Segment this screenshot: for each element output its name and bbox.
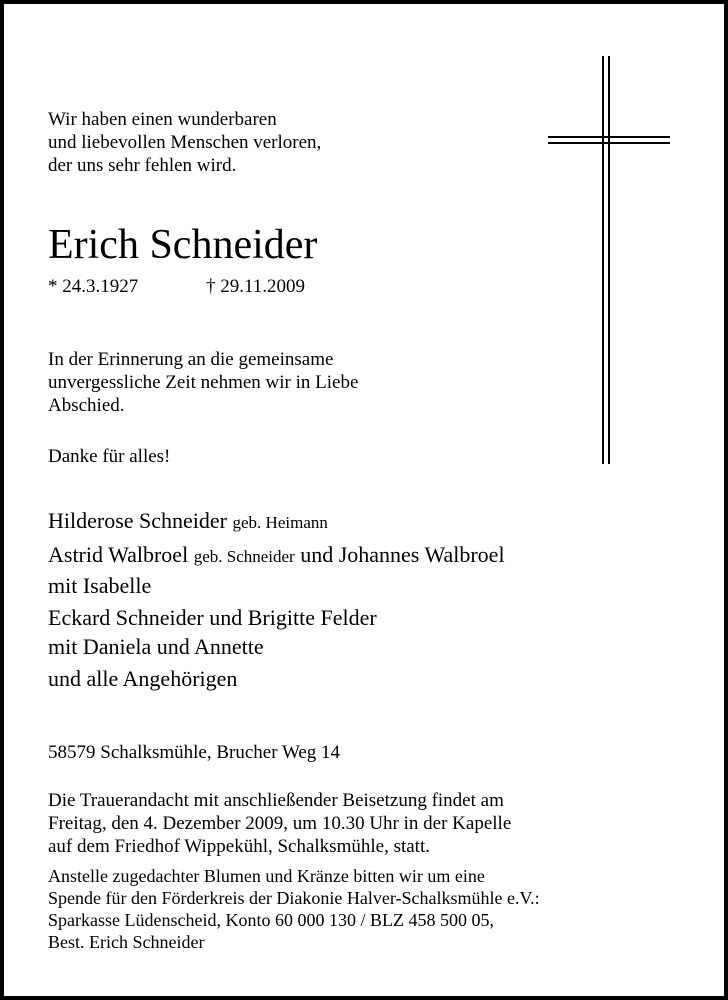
- service-info: [48, 789, 511, 858]
- memory-line: In der Erinnerung an die gemeinsame: [48, 349, 334, 370]
- mourner-partner: und Johannes Walbroel: [300, 542, 505, 567]
- death-date: † 29.11.2009: [206, 276, 306, 297]
- memory-line: Abschied.: [48, 395, 125, 416]
- memory-text: [48, 348, 358, 417]
- address-line: 58579 Schalksmühle, Brucher Weg 14: [48, 742, 341, 763]
- mourner-maiden-name: geb. Heimann: [232, 513, 328, 532]
- mourner-entry: [48, 540, 505, 571]
- mourners-list: [48, 506, 505, 693]
- mourner-entry: Eckard Schneider und Brigitte Felder: [48, 605, 377, 630]
- donation-line: Anstelle zugedachter Blumen und Kränze bitten wir um eine: [48, 866, 485, 886]
- birth-date: * 24.3.1927: [48, 276, 139, 297]
- mourner-children: mit Daniela und Annette: [48, 634, 264, 659]
- mourner-maiden-name: geb. Schneider: [193, 547, 295, 566]
- mourner-name: Astrid Walbroel: [48, 542, 189, 567]
- donation-line: Spende für den Förderkreis der Diakonie Halver-Schalksmühle e.V.:: [48, 888, 540, 908]
- intro-line: Wir haben einen wunderbaren: [48, 109, 277, 130]
- service-line: Freitag, den 4. Dezember 2009, um 10.30 Uhr in der Kapelle: [48, 813, 512, 834]
- donation-line: Best. Erich Schneider: [48, 932, 205, 952]
- mourner-children: mit Isabelle: [48, 573, 152, 598]
- intro-line: der uns sehr fehlen wird.: [48, 155, 237, 176]
- deceased-name: Erich Schneider: [48, 222, 318, 268]
- cross-icon: [544, 56, 674, 466]
- life-dates: [48, 275, 306, 299]
- mourner-entry: [48, 506, 505, 537]
- mourner-relatives: und alle Angehörigen: [48, 666, 238, 691]
- donation-info: [48, 865, 540, 953]
- service-line: auf dem Friedhof Wippekühl, Schalksmühle, statt.: [48, 836, 430, 857]
- service-line: Die Trauerandacht mit anschließender Beisetzung findet am: [48, 790, 504, 811]
- thanks-text: Danke für alles!: [48, 446, 171, 467]
- donation-line: Sparkasse Lüdenscheid, Konto 60 000 130 / BLZ 458 500 05,: [48, 910, 494, 930]
- intro-line: und liebevollen Menschen verloren,: [48, 132, 322, 153]
- mourner-name: Hilderose Schneider: [48, 508, 227, 533]
- intro-text: [48, 108, 321, 177]
- memory-line: unvergessliche Zeit nehmen wir in Liebe: [48, 372, 359, 393]
